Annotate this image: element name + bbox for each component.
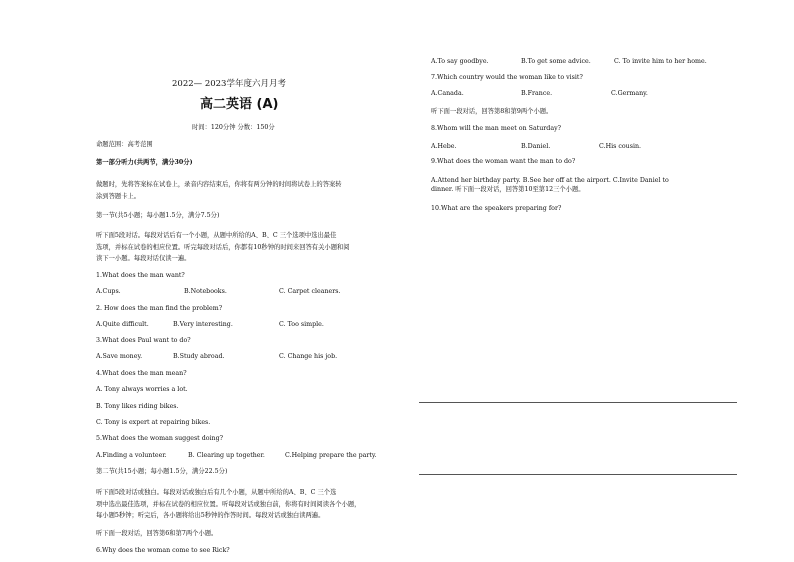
q9-options-line1: A.Attend her birthday party. B.See her off at the airport. C.Invite Daniel to <box>431 177 669 184</box>
question-10: 10.What are the speakers preparing for? <box>431 205 562 212</box>
q4-option-b: B. Tony likes riding bikes. <box>96 403 179 410</box>
q3-option-b: B.Study abroad. <box>173 353 225 360</box>
listening-prompt-8-9: 听下面一段对话，回答第8和第9两个小题。 <box>431 108 553 115</box>
listening-prompt-6-7: 听下面一段对话，回答第6和第7两个小题。 <box>96 530 218 537</box>
question-5: 5.What does the woman suggest doing? <box>96 435 224 442</box>
q1-option-c: C. Carpet cleaners. <box>279 288 341 295</box>
q4-option-a: A. Tony always worries a lot. <box>96 386 188 393</box>
question-1: 1.What does the man want? <box>96 272 185 279</box>
question-8: 8.Whom will the man meet on Saturday? <box>431 125 562 132</box>
q9-options-line2: dinner. 听下面一段对话，回答第10至第12三个小题。 <box>431 186 585 193</box>
q3-option-a: A.Save money. <box>96 353 143 360</box>
question-3: 3.What does Paul want to do? <box>96 337 191 344</box>
time-score: 时间：120分钟 分数：150分 <box>192 124 275 131</box>
main-title: 高二英语 (A) <box>200 97 279 112</box>
q7-option-a: A.Canada. <box>431 90 464 97</box>
q2-option-b: B.Very interesting. <box>173 321 233 328</box>
q2-option-c: C. Too simple. <box>279 321 324 328</box>
part1-title: 第一部分听力(共两节，满分30分) <box>96 159 193 166</box>
q4-option-c: C. Tony is expert at repairing bikes. <box>96 419 211 426</box>
section1-instructions-line3: 读下一小题。每段对话仅读一遍。 <box>96 255 191 262</box>
section1-title: 第一节(共5小题；每小题1.5分，满分7.5分) <box>96 212 220 219</box>
q1-option-a: A.Cups. <box>96 288 121 295</box>
question-7: 7.Which country would the woman like to visit? <box>431 74 583 81</box>
question-6: 6.Why does the woman come to see Rick? <box>96 547 230 554</box>
question-9: 9.What does the woman want the man to do? <box>431 158 576 165</box>
section1-instructions-line2: 选项，并标在试卷的相应位置。听完每段对话后，你都有10秒钟的时间来回答有关小题和阅 <box>96 244 350 251</box>
section2-instructions-line3: 每小题5秒钟；听完后，各小题将给出5秒钟的作答时间。每段对话或独白读两遍。 <box>96 512 325 519</box>
question-4: 4.What does the man mean? <box>96 370 187 377</box>
q8-option-b: B.Daniel. <box>521 143 551 150</box>
scope-text: 命题范围：高考范围 <box>96 141 153 148</box>
section2-instructions-line2: 项中选出最佳选项，并标在试卷的相应位置。听每段对话或独白前，你将有时间阅读各个小题， <box>96 501 361 508</box>
exam-title: 2022— 2023学年度六月月考 <box>172 79 286 89</box>
section1-instructions-line1: 听下面5段对话。每段对话后有一个小题，从题中所给的A、B、C 三个选项中选出最佳 <box>96 232 337 239</box>
q6-option-c: C. To invite him to her home. <box>614 58 707 65</box>
q5-option-b: B. Clearing up together. <box>188 452 265 459</box>
q6-option-a: A.To say goodbye. <box>431 58 489 65</box>
q8-option-a: A.Hebe. <box>431 143 457 150</box>
section2-title: 第二节(共15小题；每小题1.5分，满分22.5分) <box>96 468 228 475</box>
q7-option-b: B.France. <box>521 90 553 97</box>
q7-option-c: C.Germany. <box>611 90 648 97</box>
question-2: 2. How does the man find the problem? <box>96 305 223 312</box>
q5-option-a: A.Finding a volunteer. <box>96 452 167 459</box>
section2-instructions-line1: 听下面5段对话或独白。每段对话或独白后有几个小题，从题中所给的A、B、C 三个选 <box>96 489 337 496</box>
part1-intro-line2: 涂到答题卡上。 <box>96 193 141 200</box>
divider-line-2 <box>419 474 737 475</box>
q6-option-b: B.To get some advice. <box>521 58 591 65</box>
q8-option-c: C.His cousin. <box>599 143 642 150</box>
q1-option-b: B.Notebooks. <box>184 288 227 295</box>
q2-option-a: A.Quite difficult. <box>96 321 149 328</box>
part1-intro-line1: 做题时，先将答案标在试卷上，录音内容结束后，你将有两分钟的时间将试卷上的答案转 <box>96 181 342 188</box>
divider-line-1 <box>419 402 737 403</box>
q5-option-c: C.Helping prepare the party. <box>285 452 377 459</box>
q3-option-c: C. Change his job. <box>279 353 338 360</box>
